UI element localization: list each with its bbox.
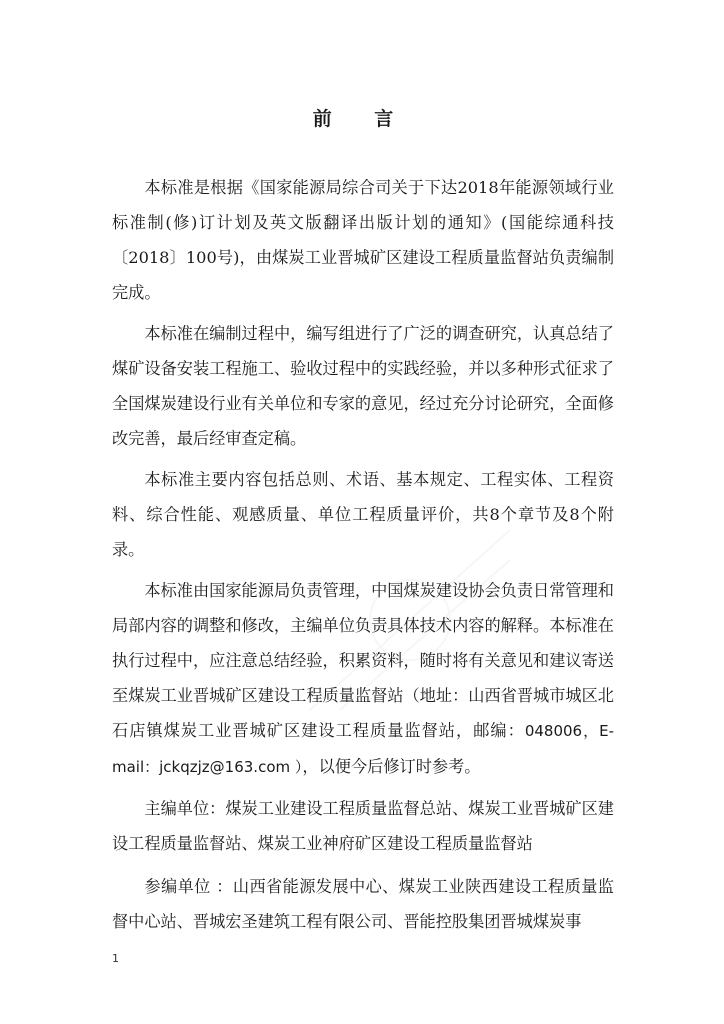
page-number: 1	[112, 952, 119, 965]
paragraph-participants: 参编单位 ：山西省能源发展中心、煤炭工业陕西建设工程质量监督中心站、晋城宏圣建筑工程有限公司、晋能控股集团晋城煤炭事	[112, 877, 614, 931]
document-body	[112, 170, 614, 945]
contact-info: 048006，E-mail：jckqzjz@163.com ）	[112, 722, 615, 776]
paragraph-contents: 本标准主要内容包括总则、术语、基本规定、工程实体、工程资料、综合性能、观感质量、单位工程质量评价，共8个章节及8个附录。	[112, 470, 614, 559]
paragraph-source: 本标准是根据《国家能源局综合司关于下达2018年能源领域行业标准制(修)订计划及英文版翻译出版计划的通知》(国能综通科技〔2018〕100号)，由煤炭工业晋城矿区建设工程质量监督站负责编制完成。	[112, 178, 614, 302]
paragraph-process: 本标准在编制过程中，编写组进行了广泛的调查研究，认真总结了煤矿设备安装工程施工、验收过程中的实践经验，并以多种形式征求了全国煤炭建设行业有关单位和专家的意见，经过充分讨论研究，全面修改完善，最后经审查定稿。	[112, 324, 614, 448]
management-text: 本标准由国家能源局负责管理，中国煤炭建设协会负责日常管理和局部内容的调整和修改，主编单位负责具体技术内容的解释。本标准在执行过程中，应注意总结经验，积累资料，随时将有关意见和建议寄送至煤炭工业晋城矿区建设工程质量监督站（地址：山西省晋城市城区北石店镇煤炭工业晋城矿区建设工程质量监督站，邮编：	[112, 581, 614, 740]
paragraph-management	[112, 573, 614, 785]
page-title: 前 言	[312, 108, 412, 130]
paragraph-chief-editors: 主编单位：煤炭工业建设工程质量监督总站、煤炭工业晋城矿区建设工程质量监督站、煤炭工业神府矿区建设工程质量监督站	[112, 799, 614, 853]
management-tail: ，以便今后修订时参考。	[302, 757, 481, 776]
